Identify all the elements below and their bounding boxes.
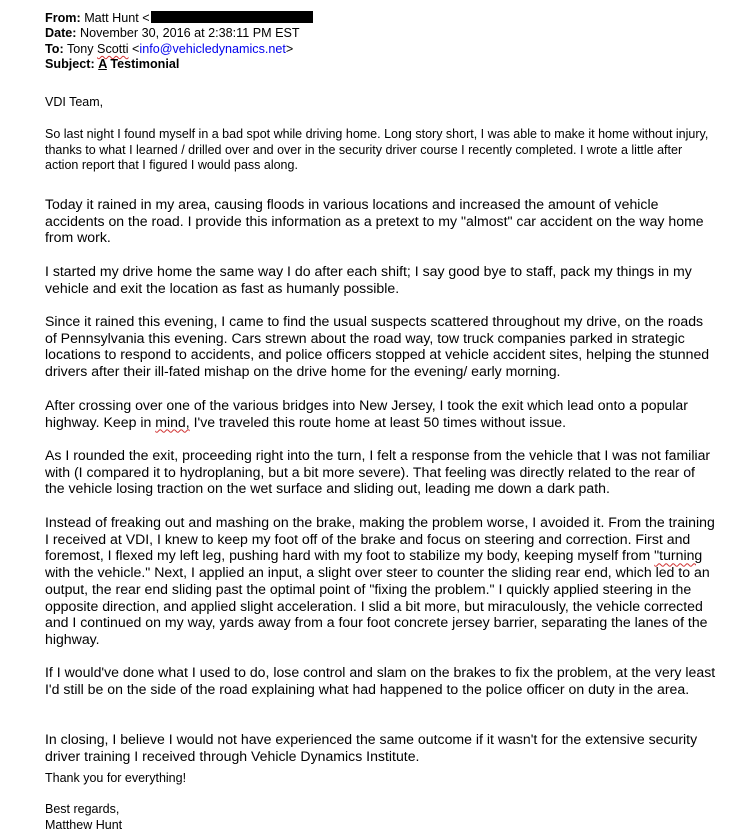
subject-rest: Testimonial — [106, 57, 180, 72]
email-header — [45, 11, 717, 73]
from-line — [45, 11, 717, 26]
from-value: Matt Hunt < — [84, 11, 150, 25]
to-label: To: — [45, 41, 64, 56]
paragraph-5-part-c: I've traveled this route home at least 50 times without issue. — [189, 413, 567, 430]
paragraph-8: If I would've done what I used to do, lose control and slam on the brakes to fix the problem, at the very least I'd still be on the side of the road explaining what had happened to the police officer on duty in the area. — [45, 664, 716, 697]
paragraph-7-part-a: Instead of freaking out and mashing on the brake, making the problem worse, I avoided it. From the training I received at VDI, I knew to keep my foot off of the brake and focus on steering and correction. First and foremost, I flexed my left leg, pushing hard with my foot to stabilize my body, keeping myself from — [45, 514, 715, 564]
paragraph-5 — [45, 397, 717, 430]
to-name-last: Scotti — [97, 41, 129, 56]
paragraph-1: So last night I found myself in a bad spot while driving home. Long story short, I was able to make it home without injury, thanks to what I learned / drilled over and over in the security driver course I recently completed. I wrote a little after action report that I figured I would pass along. — [45, 127, 709, 173]
paragraph-5-spellcheck-word: mind, — [155, 413, 190, 430]
to-close: > — [285, 41, 294, 56]
to-email-link[interactable]: info@vehicledynamics.net — [139, 41, 286, 56]
from-label: From: — [45, 11, 81, 25]
signoff: Best regards, — [45, 802, 120, 816]
paragraph-7 — [45, 514, 717, 648]
paragraph-7-part-c: with the vehicle." Next, I applied an input, a slight over steer to counter the sliding rear end, which led to an output, the rear end sliding past the optimal point of "fixing the problem." I quickly applied steering in the opposite direction, and applied slight acceleration. I slid a bit more, but miraculously, the vehicle corrected and I continued on my way, yards away from a four foot concrete jersey barrier, separating the lanes of the highway. — [45, 564, 710, 647]
to-line — [45, 42, 717, 57]
paragraph-4: Since it rained this evening, I came to find the usual suspects scattered throughout my drive, on the roads of Pennsylvania this evening. Cars strewn about the road way, tow truck companies parked in strategic locations to respond to accidents, and police officers stopped at vehicle accident sites, helping the stunned drivers after their ill-fated mishap on the drive home for the evening/ early morning. — [45, 313, 710, 380]
paragraph-3: I started my drive home the same way I do after each shift; I say good bye to staff, pack my things in my vehicle and exit the location as fast as humanly possible. — [45, 263, 692, 296]
subject-a: A — [98, 57, 107, 72]
date-line — [45, 26, 717, 41]
signature: Matthew Hunt — [45, 818, 123, 832]
to-open: < — [128, 41, 140, 56]
paragraph-7-spellcheck-word: "turning — [654, 547, 703, 564]
paragraph-2: Today it rained in my area, causing floods in various locations and increased the amount of vehicle accidents on the road. I provide this information as a pretext to my "almost" car accident on the way home from work. — [45, 196, 704, 246]
paragraph-5-part-a: After crossing over one of the various bridges into New Jersey, I took the exit which lead onto a popular highway. Keep in — [45, 397, 688, 430]
subject-label: Subject: — [45, 57, 95, 72]
thanks-line: Thank you for everything! — [45, 771, 187, 785]
paragraph-6: As I rounded the exit, proceeding right into the turn, I felt a response from the vehicle that I was not familiar with (I compared it to hydroplaning, but a bit more severe). That feeling was directly related to the rear of the vehicle losing traction on the wet surface and sliding out, leading me down a dark path. — [45, 447, 711, 497]
subject-line — [45, 57, 717, 72]
redacted-email-block — [151, 11, 313, 23]
paragraph-9: In closing, I believe I would not have experienced the same outcome if it wasn't for the extensive security driver training I received through Vehicle Dynamics Institute. — [45, 731, 698, 764]
date-label: Date: — [45, 26, 77, 41]
to-name-first: Tony — [66, 41, 98, 56]
greeting: VDI Team, — [45, 95, 104, 109]
date-value: November 30, 2016 at 2:38:11 PM EST — [80, 26, 300, 41]
email-message — [45, 11, 717, 832]
